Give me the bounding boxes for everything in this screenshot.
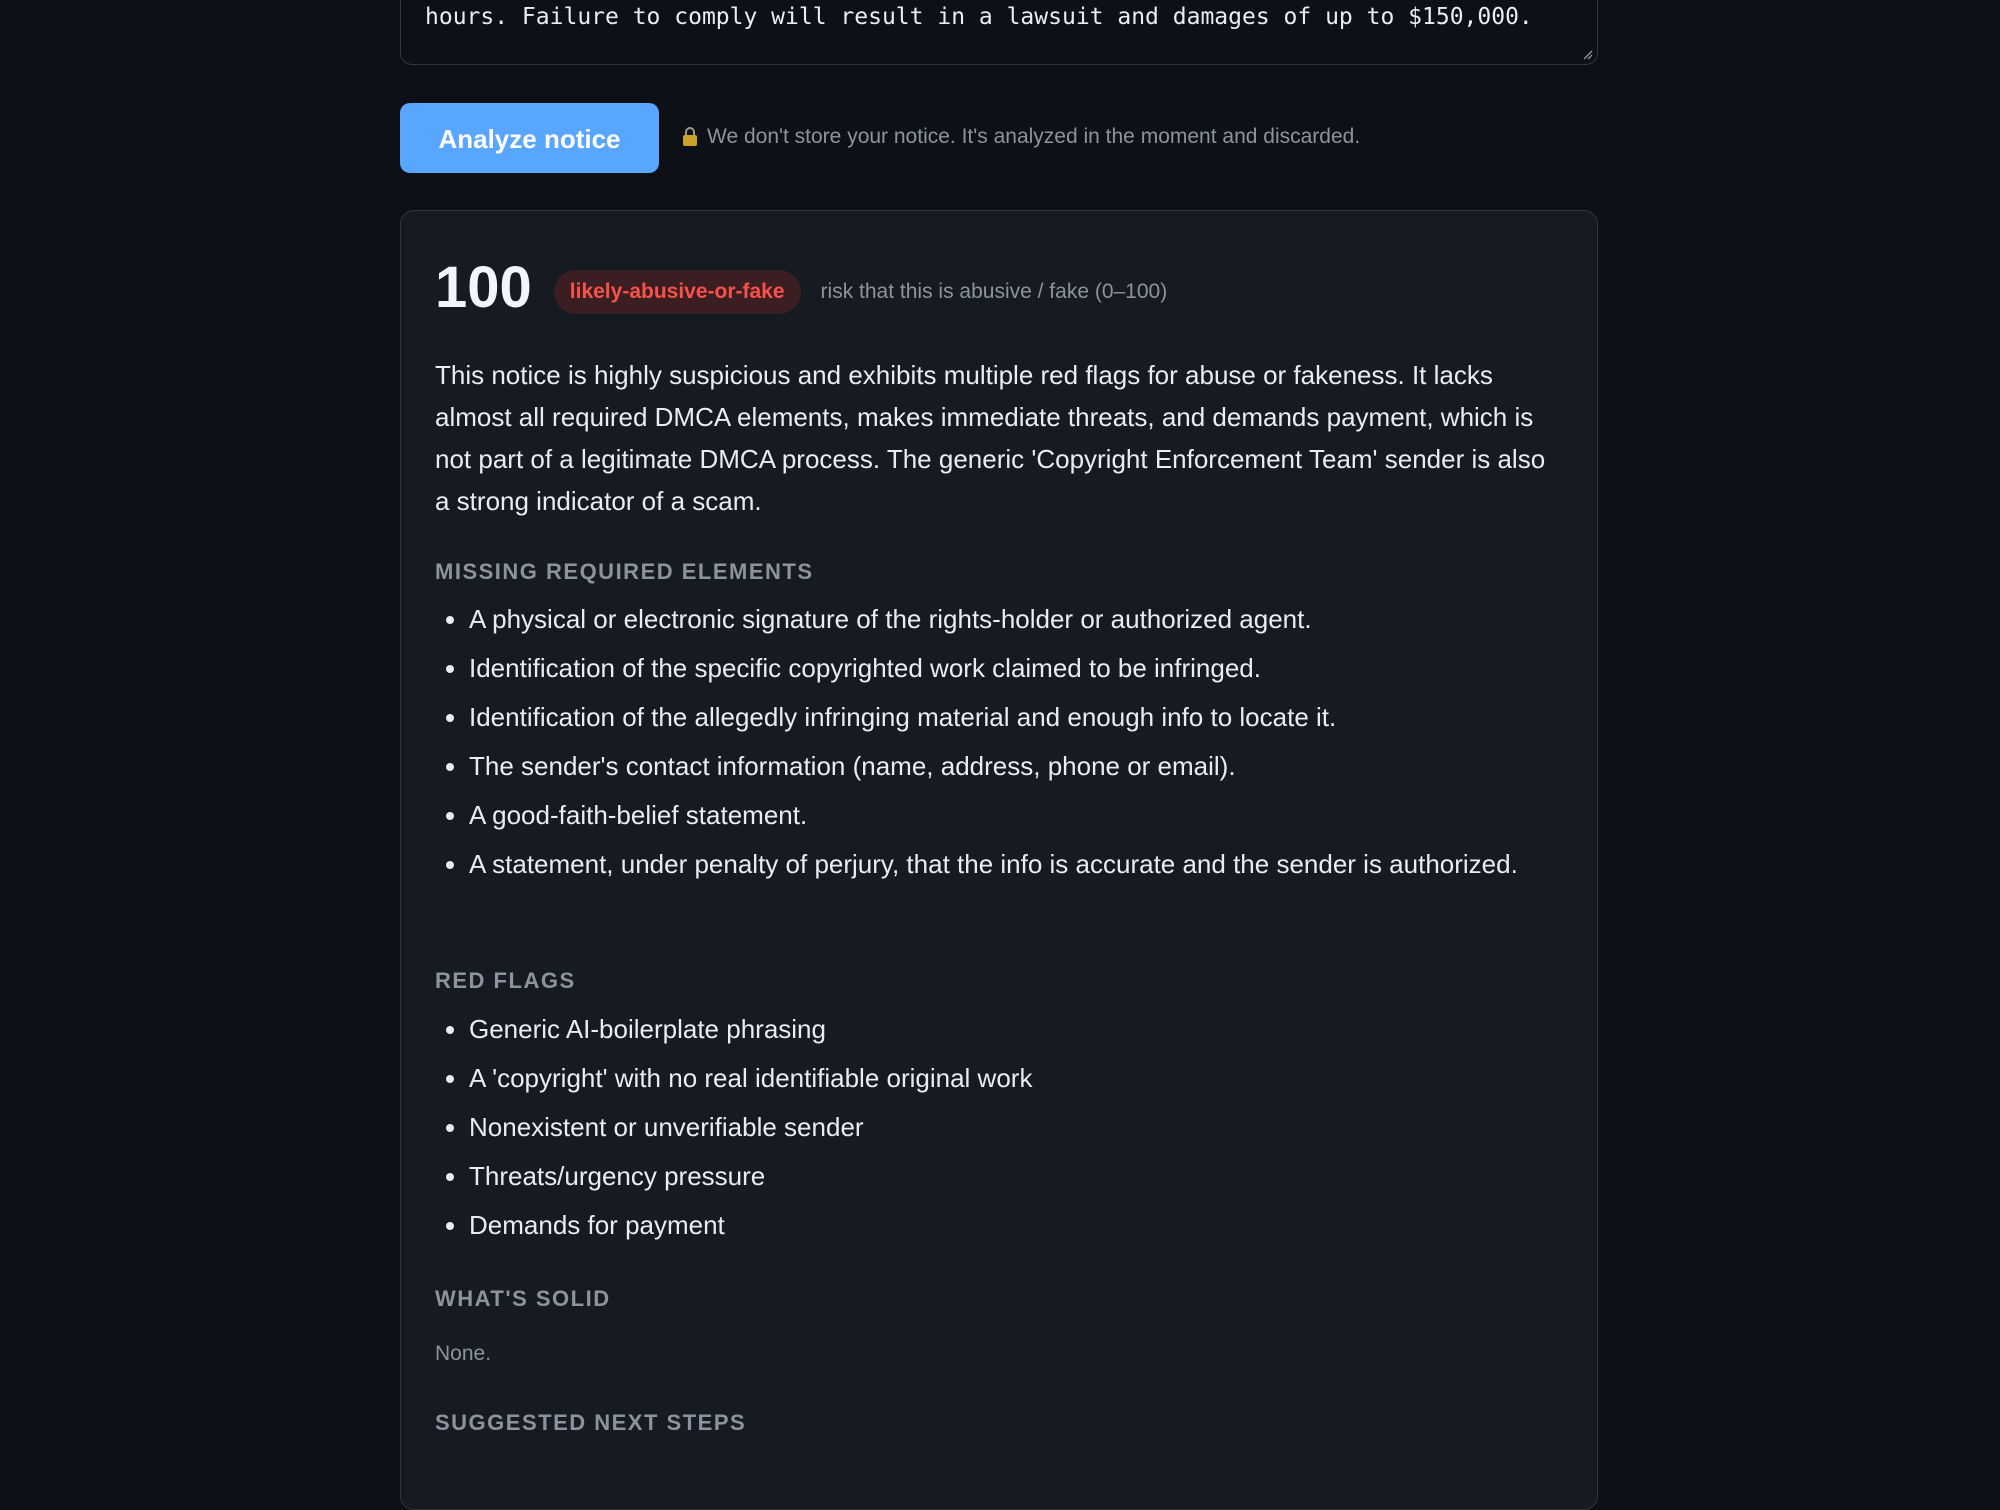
- list-item: • Demands for payment: [469, 1204, 1549, 1246]
- resize-handle-icon[interactable]: [1581, 48, 1593, 60]
- score-row: [435, 255, 1168, 320]
- privacy-note: [681, 125, 1360, 149]
- list-item: • Identification of the allegedly infringing material and enough info to locate it.: [469, 696, 1549, 738]
- summary-text: This notice is highly suspicious and exhibits multiple red flags for abuse or fakeness. It lacks almost all required DMCA elements, makes immediate threats, and demands payment, which is not part of a legitimate DMCA process. The generic 'Copyright Enforcement Team' sender is also a strong indicator of a scam.: [435, 360, 1546, 516]
- missing-elements-heading: MISSING REQUIRED ELEMENTS: [435, 559, 814, 584]
- analyze-notice-button[interactable]: Analyze notice: [400, 103, 659, 173]
- missing-elements-list: [435, 598, 1549, 892]
- red-flags-list: [435, 1008, 1549, 1253]
- risk-score: 100: [435, 255, 532, 320]
- list-item: • A 'copyright' with no real identifiable original work: [469, 1057, 1549, 1099]
- whats-solid-heading: WHAT'S SOLID: [435, 1286, 611, 1311]
- analysis-result-card: [400, 210, 1598, 1510]
- list-item: • Nonexistent or unverifiable sender: [469, 1106, 1549, 1148]
- privacy-note-text: We don't store your notice. It's analyzed in the moment and discarded.: [707, 125, 1361, 148]
- notice-textarea[interactable]: [400, 0, 1598, 65]
- risk-caption: risk that this is abusive / fake (0–100): [820, 280, 1168, 303]
- verdict-badge: likely-abusive-or-fake: [554, 270, 801, 314]
- list-item: • A good-faith-belief statement.: [469, 794, 1549, 836]
- list-item: • Generic AI-boilerplate phrasing: [469, 1008, 1549, 1050]
- lock-icon: [681, 126, 699, 148]
- notice-text[interactable]: hours. Failure to comply will result in a lawsuit and damages of up to $150,000.: [425, 4, 1533, 30]
- list-item: • A statement, under penalty of perjury, that the info is accurate and the sender is authorized.: [469, 843, 1549, 885]
- list-item: • The sender's contact information (name, address, phone or email).: [469, 745, 1549, 787]
- list-item: • Identification of the specific copyrighted work claimed to be infringed.: [469, 647, 1549, 689]
- next-steps-heading: SUGGESTED NEXT STEPS: [435, 1410, 747, 1435]
- list-item: • Threats/urgency pressure: [469, 1155, 1549, 1197]
- red-flags-heading: RED FLAGS: [435, 968, 576, 993]
- list-item: • A physical or electronic signature of the rights-holder or authorized agent.: [469, 598, 1549, 640]
- action-row: [400, 103, 1600, 173]
- whats-solid-text: None.: [435, 1342, 492, 1365]
